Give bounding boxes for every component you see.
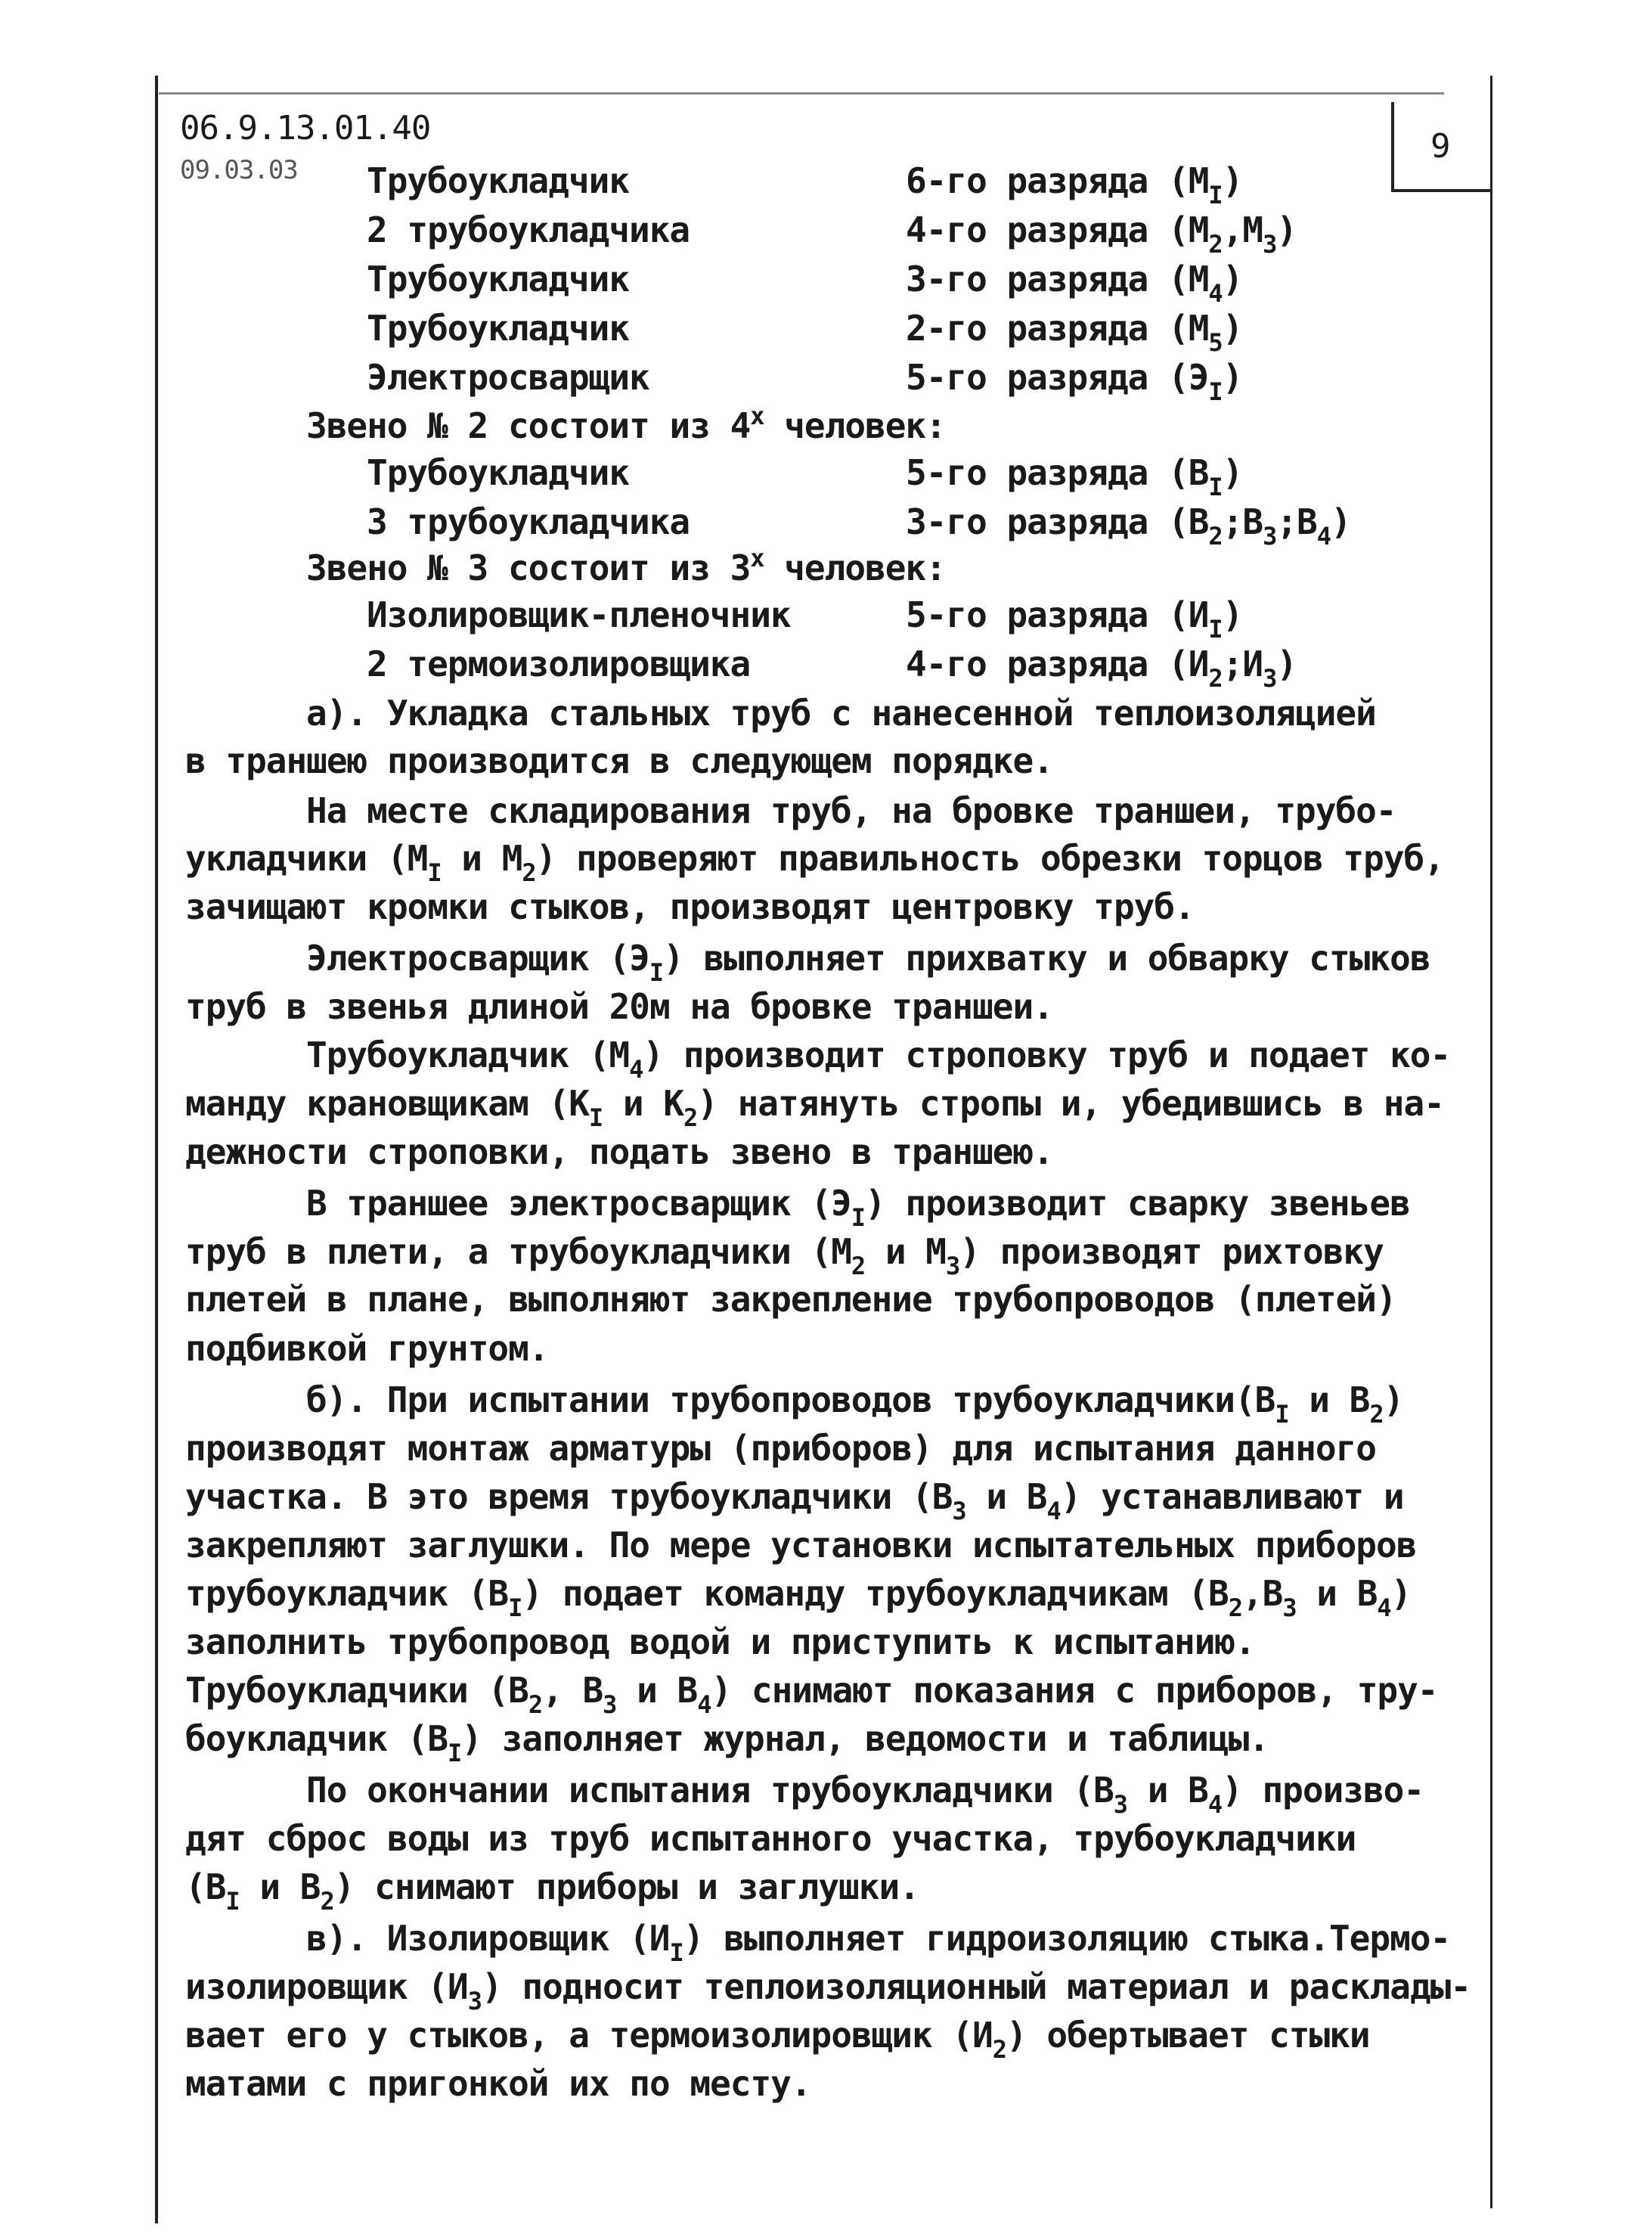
staff-grade-text: 3-го разряда (В	[906, 501, 1209, 542]
text-subscript: 2	[992, 2035, 1007, 2064]
text-line	[185, 1476, 1404, 1525]
text-segment: ) производят рихтовку	[959, 1231, 1384, 1272]
text-subscript: 2	[320, 1887, 334, 1916]
text-segment: (В	[185, 1866, 226, 1907]
text-segment: и М	[441, 838, 522, 879]
right-margin-line	[1490, 76, 1492, 2208]
staff-grade	[906, 209, 1297, 259]
text-line	[306, 693, 1376, 734]
text-subscript: I	[588, 1103, 603, 1132]
heading-superscript: х	[750, 544, 764, 572]
text-segment: укладчики (М	[185, 838, 428, 879]
document-code: 06.9.13.01.40	[180, 109, 431, 147]
link-heading	[306, 402, 946, 446]
text-line	[185, 2063, 811, 2104]
text-subscript: 3	[1282, 1593, 1297, 1622]
grade-text: )	[1276, 209, 1297, 250]
top-rule	[159, 92, 1444, 95]
heading-text: Звено № 2 состоит из 4	[306, 405, 751, 446]
text-line	[185, 1231, 1384, 1280]
text-line	[185, 1621, 1255, 1662]
text-segment: зачищают кромки стыков, производят центровку труб.	[185, 886, 1195, 927]
heading-superscript: х	[750, 402, 764, 430]
text-segment: и М	[865, 1231, 946, 1272]
text-segment: манду крановщикам (К	[185, 1083, 589, 1124]
staff-name: Трубоукладчик	[367, 308, 630, 349]
staff-grade-text: 4-го разряда (М	[906, 209, 1209, 250]
heading-text: человек:	[764, 405, 946, 446]
text-segment: закрепляют заглушки. По мере установки испытательных приборов	[185, 1525, 1417, 1565]
heading-text: Звено № 3 состоит из 3	[306, 548, 751, 588]
staff-name: 3 трубоукладчика	[367, 501, 690, 542]
text-segment: ,В	[1241, 1573, 1283, 1614]
text-subscript: 3	[603, 1690, 617, 1719]
text-subscript: 2	[1228, 1593, 1242, 1622]
text-subscript: 3	[952, 1497, 966, 1525]
text-line	[306, 1918, 1451, 1967]
text-line	[185, 838, 1444, 887]
text-line	[185, 740, 1053, 781]
text-segment: Электросварщик (Э	[306, 938, 649, 979]
grade-text: )	[1222, 357, 1243, 398]
text-subscript: 4	[1046, 1497, 1061, 1525]
text-segment: ) подносит теплоизоляционный материал и расклады-	[482, 1966, 1471, 2007]
text-segment: труб в плети, а трубоукладчики (М	[185, 1231, 851, 1272]
text-line	[185, 1670, 1438, 1719]
staff-grade	[906, 594, 1243, 644]
text-line	[185, 1818, 1356, 1859]
text-segment: В траншее электросварщик (Э	[306, 1183, 851, 1224]
staff-grade	[906, 501, 1351, 551]
grade-text: ;В	[1222, 501, 1263, 542]
text-subscript: I	[851, 1203, 866, 1232]
heading-text: человек:	[764, 548, 946, 588]
text-subscript: 4	[629, 1055, 643, 1084]
text-line	[185, 1573, 1412, 1622]
text-segment: ) заполняет журнал, ведомости и таблицы.	[461, 1718, 1269, 1759]
staff-name: Изолировщик-пленочник	[367, 594, 791, 635]
grade-subscript: 2	[1208, 664, 1223, 693]
grade-subscript: 2	[1208, 522, 1223, 551]
grade-subscript: 3	[1263, 522, 1277, 551]
text-line	[306, 790, 1396, 831]
text-segment: в траншею производится в следующем порядке.	[185, 740, 1053, 781]
staff-grade-text: 6-го разряда (М	[906, 160, 1209, 201]
text-subscript: 4	[1377, 1593, 1391, 1622]
left-margin-line	[155, 76, 158, 2223]
text-segment: дят сброс воды из труб испытанного участка, трубоукладчики	[185, 1818, 1356, 1859]
text-subscript: I	[427, 858, 442, 887]
text-line	[185, 1718, 1269, 1767]
text-segment: ) натянуть стропы и, убедившись в на-	[697, 1083, 1444, 1124]
link-heading	[306, 544, 946, 588]
text-subscript: 4	[1207, 1790, 1223, 1819]
text-segment: ) произво-	[1222, 1770, 1424, 1810]
grade-subscript: I	[1208, 181, 1223, 209]
text-segment: ) устанавливают и	[1060, 1476, 1404, 1517]
text-segment: ) проверяют правильность обрезки торцов труб,	[535, 838, 1444, 879]
staff-name: Трубоукладчик	[367, 452, 630, 493]
staff-name: Трубоукладчик	[367, 259, 630, 299]
grade-subscript: 4	[1316, 522, 1331, 551]
staff-grade-text: 2-го разряда (М	[906, 308, 1209, 349]
text-segment: изолировщик (И	[185, 1966, 468, 2007]
staff-grade-text: 5-го разряда (Э	[906, 357, 1209, 398]
grade-subscript: 3	[1263, 664, 1277, 693]
text-subscript: I	[649, 958, 664, 987]
text-line	[185, 1866, 919, 1916]
text-segment: Трубоукладчики (В	[185, 1670, 528, 1711]
text-segment: ) выполняет прихватку и обварку стыков	[663, 938, 1430, 979]
text-subscript: 3	[1113, 1790, 1128, 1819]
grade-text: )	[1222, 594, 1243, 635]
page-number: 9	[1430, 127, 1450, 166]
staff-grade	[906, 644, 1297, 693]
text-segment: и В	[965, 1476, 1047, 1517]
text-segment: участка. В это время трубоукладчики (В	[185, 1476, 953, 1517]
staff-name: 2 трубоукладчика	[367, 209, 690, 250]
text-segment: плетей в плане, выполняют закрепление трубопроводов (плетей)	[185, 1279, 1396, 1320]
grade-text: ;В	[1276, 501, 1317, 542]
text-line	[185, 1279, 1396, 1320]
grade-text: )	[1331, 501, 1351, 542]
text-segment: труб в звенья длиной 20м на бровке траншеи.	[185, 986, 1053, 1027]
grade-text: )	[1222, 259, 1243, 299]
grade-subscript: I	[1208, 615, 1223, 644]
staff-name: 2 термоизолировщика	[367, 644, 751, 684]
grade-subscript: I	[1208, 473, 1223, 501]
grade-subscript: 3	[1263, 230, 1277, 259]
text-segment: и В	[1127, 1770, 1208, 1810]
text-segment: ) выполняет гидроизоляцию стыка.Термо-	[683, 1918, 1451, 1959]
text-segment: ) снимают приборы и заглушки.	[333, 1866, 919, 1907]
text-segment: ) производит сварку звеньев	[865, 1183, 1410, 1224]
text-line	[185, 2015, 1370, 2064]
text-segment: в). Изолировщик (И	[306, 1918, 670, 1959]
text-line	[185, 1428, 1376, 1469]
text-segment: боукладчик (В	[185, 1718, 448, 1759]
text-subscript: 2	[1369, 1400, 1384, 1429]
text-line	[185, 986, 1053, 1027]
text-line	[185, 1328, 549, 1369]
text-segment: ) обертывает стыки	[1006, 2015, 1370, 2056]
text-segment: ) снимают показания с приборов, тру-	[711, 1670, 1438, 1711]
staff-grade-text: 5-го разряда (И	[906, 594, 1209, 635]
staff-grade	[906, 160, 1243, 209]
text-subscript: 3	[945, 1252, 960, 1280]
text-line	[185, 886, 1195, 927]
grade-subscript: 5	[1208, 328, 1223, 357]
text-segment: трубоукладчик (В	[185, 1573, 509, 1614]
text-segment: и В	[1288, 1379, 1370, 1420]
text-line	[306, 1770, 1424, 1819]
text-segment: )	[1383, 1379, 1404, 1420]
text-segment: б). При испытании трубопроводов трубоукладчики(В	[306, 1379, 1275, 1420]
staff-grade	[906, 452, 1243, 501]
text-segment: и В	[616, 1670, 698, 1711]
text-subscript: I	[669, 1938, 683, 1967]
text-segment: )	[1390, 1573, 1412, 1614]
grade-subscript: 2	[1208, 230, 1223, 259]
text-segment: и В	[1296, 1573, 1378, 1614]
staff-grade	[906, 308, 1243, 357]
text-segment: вает его у стыков, а термоизолировщик (И	[185, 2015, 993, 2056]
staff-name: Трубоукладчик	[367, 160, 630, 201]
text-line	[306, 938, 1430, 987]
text-subscript: 2	[851, 1252, 866, 1280]
text-segment: а). Укладка стальных труб с нанесенной теплоизоляцией	[306, 693, 1376, 734]
text-segment: дежности строповки, подать звено в траншею.	[185, 1131, 1053, 1172]
text-segment: производят монтаж арматуры (приборов) для испытания данного	[185, 1428, 1376, 1469]
text-segment: и В	[239, 1866, 321, 1907]
grade-text: )	[1222, 308, 1243, 349]
staff-name: Электросварщик	[367, 357, 649, 398]
grade-subscript: 4	[1208, 279, 1223, 308]
text-segment: По окончании испытания трубоукладчики (В	[306, 1770, 1114, 1810]
text-line	[185, 1083, 1444, 1132]
text-line	[185, 1525, 1417, 1565]
text-line	[185, 1966, 1471, 2015]
text-subscript: I	[225, 1887, 240, 1916]
text-subscript: 2	[528, 1690, 543, 1719]
text-subscript: 4	[697, 1690, 711, 1719]
text-subscript: 3	[467, 1987, 482, 2015]
text-segment: Трубоукладчик (М	[306, 1035, 630, 1075]
text-segment: матами с пригонкой их по месту.	[185, 2063, 811, 2104]
text-line	[185, 1131, 1053, 1172]
staff-grade	[906, 259, 1243, 308]
text-segment: подбивкой грунтом.	[185, 1328, 549, 1369]
text-segment: заполнить трубопровод водой и приступить к испытанию.	[185, 1621, 1255, 1662]
grade-text: )	[1222, 160, 1243, 201]
text-subscript: I	[1275, 1400, 1289, 1429]
grade-text: ;И	[1222, 644, 1263, 684]
grade-text: )	[1222, 452, 1243, 493]
staff-grade	[906, 357, 1243, 406]
text-segment: ) производит строповку труб и подает ко-	[643, 1035, 1451, 1075]
staff-grade-text: 3-го разряда (М	[906, 259, 1209, 299]
text-subscript: I	[448, 1739, 462, 1767]
text-subscript: 2	[522, 858, 536, 887]
staff-grade-text: 4-го разряда (И	[906, 644, 1209, 684]
text-subscript: I	[508, 1593, 522, 1622]
grade-text: ,М	[1222, 209, 1263, 250]
text-segment: и К	[603, 1083, 683, 1124]
grade-subscript: I	[1208, 377, 1223, 406]
text-segment: ) подает команду трубоукладчикам (В	[522, 1573, 1229, 1614]
text-line	[306, 1379, 1404, 1429]
text-segment: , В	[542, 1670, 603, 1711]
text-segment: На месте складирования труб, на бровке траншеи, трубо-	[306, 790, 1396, 831]
text-line	[306, 1183, 1410, 1232]
staff-grade-text: 5-го разряда (В	[906, 452, 1209, 493]
document-code-secondary: 09.03.03	[180, 155, 298, 185]
text-line	[306, 1035, 1451, 1084]
grade-text: )	[1276, 644, 1297, 684]
text-subscript: 2	[683, 1103, 698, 1132]
